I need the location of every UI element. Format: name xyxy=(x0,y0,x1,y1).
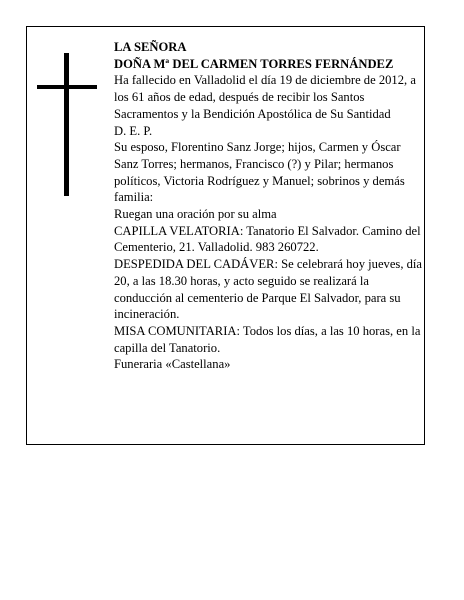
header-title: LA SEÑORA xyxy=(114,40,187,54)
prayer-request: Ruegan una oración por su alma xyxy=(114,207,277,222)
rip-abbreviation: D. E. P. xyxy=(114,123,153,138)
obituary-text xyxy=(114,39,424,373)
mass-info: MISA COMUNITARIA: Todos los días, a las 10 horas, en la capilla del Tanatorio. xyxy=(114,323,421,355)
wake-chapel-info: CAPILLA VELATORIA: Tanatorio El Salvador. Camino del Cementerio, 21. Valladolid. 983 260722. xyxy=(114,223,421,255)
family-list: Su esposo, Florentino Sanz Jorge; hijos, Carmen y Óscar Sanz Torres; hermanos, Francisco (?) y Pilar; hermanos políticos, Victoria Rodríguez y Manuel; sobrinos y demás familia: xyxy=(114,140,405,205)
death-announcement: Ha fallecido en Valladolid el día 19 de diciembre de 2012, a los 61 años de edad, después de recibir los Santos Sacramentos y la Bendición Apostólica de Su Santidad xyxy=(114,73,416,121)
farewell-info: DESPEDIDA DEL CADÁVER: Se celebrará hoy jueves, día 20, a las 18.30 horas, y acto seguido se realizará la conducción al cementerio de Parque El Salvador, para su incineración. xyxy=(114,257,423,322)
deceased-name: DOÑA Mª DEL CARMEN TORRES FERNÁNDEZ xyxy=(114,56,394,71)
funeral-home: Funeraria «Castellana» xyxy=(114,357,231,372)
